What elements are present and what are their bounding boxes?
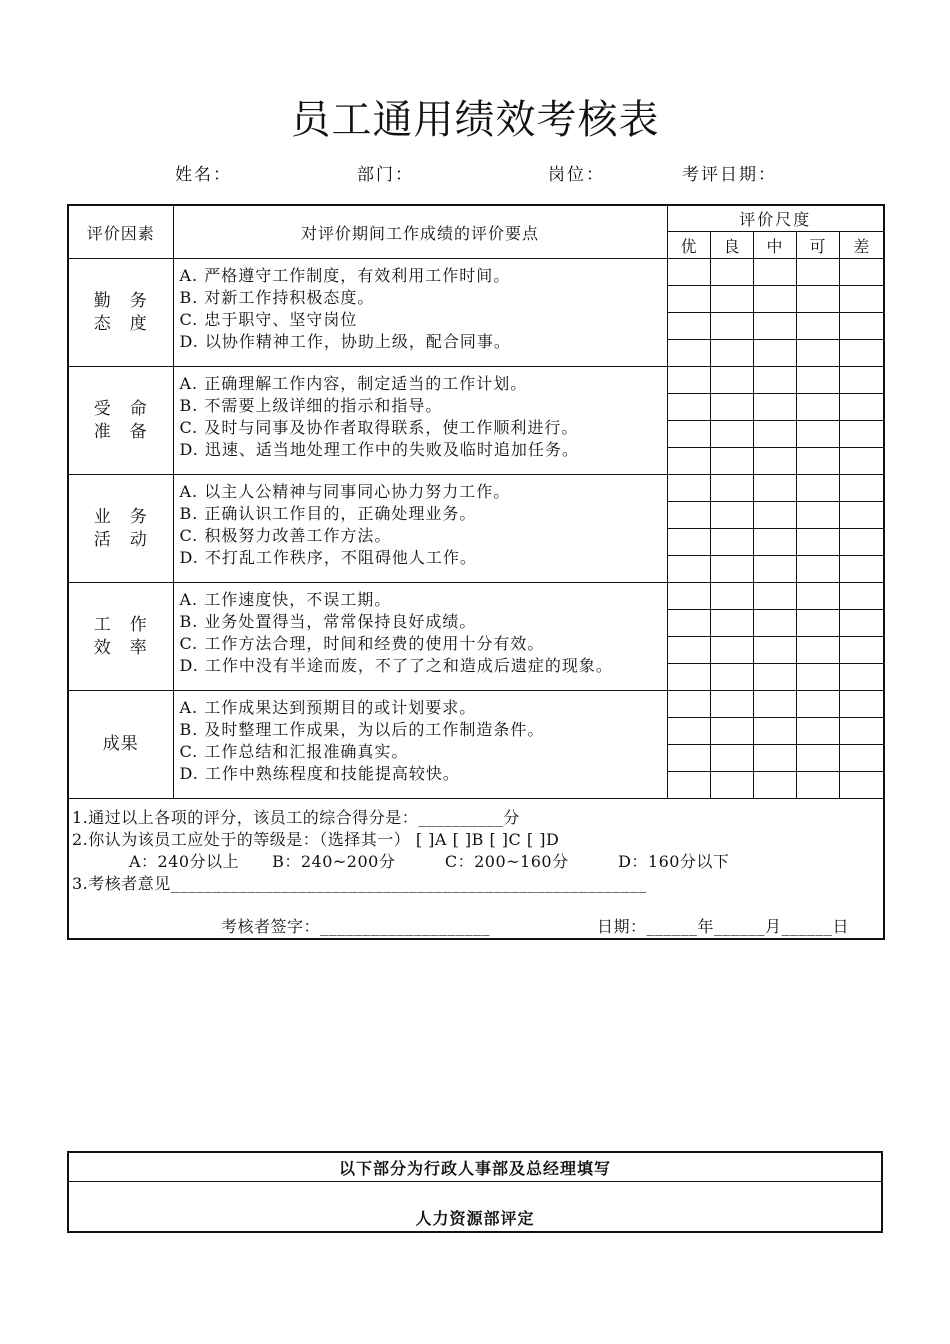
score-cell[interactable] [667, 664, 710, 691]
score-cell[interactable] [710, 448, 753, 475]
evaluation-point: B. 对新工作持积极态度。 [179, 288, 375, 307]
section-row [68, 367, 884, 394]
evaluation-table [67, 204, 885, 940]
evaluation-point: B. 及时整理工作成果，为以后的工作制造条件。 [179, 720, 545, 739]
score-cell[interactable] [753, 583, 796, 610]
score-cell[interactable] [839, 556, 884, 583]
score-cell[interactable] [796, 259, 839, 286]
score-cell[interactable] [667, 259, 710, 286]
score-cell[interactable] [710, 421, 753, 448]
factor-label: 成果 [102, 734, 139, 754]
score-cell[interactable] [667, 313, 710, 340]
score-cell[interactable] [796, 691, 839, 718]
score-cell[interactable] [667, 691, 710, 718]
evaluation-point: A. 以主人公精神与同事同心协力努力工作。 [179, 482, 511, 501]
score-cell[interactable] [753, 421, 796, 448]
score-cell[interactable] [753, 745, 796, 772]
score-cell[interactable] [710, 610, 753, 637]
evaluation-point: A. 工作速度快，不误工期。 [179, 590, 392, 609]
section-row [68, 259, 884, 286]
score-cell[interactable] [753, 367, 796, 394]
reviewer-opinion-line: 3.考核者意见________________________________________________________ [72, 874, 647, 893]
score-cell[interactable] [667, 394, 710, 421]
score-cell[interactable] [753, 502, 796, 529]
factor-label: 工 作 [93, 614, 148, 635]
eval-date-label: 考评日期： [682, 165, 777, 185]
score-cell[interactable] [839, 637, 884, 664]
factor-cell [68, 583, 173, 691]
evaluation-point: C. 工作总结和汇报准确真实。 [179, 742, 409, 761]
score-cell[interactable] [839, 583, 884, 610]
section-row [68, 691, 884, 718]
factor-cell [68, 691, 173, 799]
score-cell[interactable] [710, 637, 753, 664]
score-cell[interactable] [753, 340, 796, 367]
score-cell[interactable] [667, 583, 710, 610]
score-cell[interactable] [710, 475, 753, 502]
score-cell[interactable] [667, 772, 710, 799]
evaluation-point: C. 及时与同事及协作者取得联系，使工作顺利进行。 [179, 418, 579, 437]
score-cell[interactable] [753, 313, 796, 340]
hr-evaluation-label: 人力资源部评定 [68, 1182, 882, 1233]
score-cell[interactable] [796, 664, 839, 691]
factor-cell [68, 475, 173, 583]
score-cell[interactable] [710, 772, 753, 799]
page-title: 员工通用绩效考核表 [290, 97, 660, 143]
score-cell[interactable] [839, 286, 884, 313]
score-cell[interactable] [839, 421, 884, 448]
score-cell[interactable] [753, 718, 796, 745]
score-cell[interactable] [710, 394, 753, 421]
header-scale: 评价尺度 [667, 205, 884, 232]
evaluation-point: A. 工作成果达到预期目的或计划要求。 [179, 698, 477, 717]
sign-date: 日期：______年______月______日 [597, 917, 850, 936]
score-cell[interactable] [839, 529, 884, 556]
score-cell[interactable] [839, 691, 884, 718]
score-cell[interactable] [667, 286, 710, 313]
score-cell[interactable] [753, 556, 796, 583]
evaluation-point: B. 正确认识工作目的，正确处理业务。 [179, 504, 477, 523]
score-cell[interactable] [839, 367, 884, 394]
factor-label: 效 率 [93, 637, 148, 658]
score-cell[interactable] [753, 529, 796, 556]
factor-cell [68, 367, 173, 475]
score-cell[interactable] [667, 610, 710, 637]
score-cell[interactable] [710, 286, 753, 313]
score-cell[interactable] [753, 394, 796, 421]
score-cell[interactable] [753, 475, 796, 502]
score-cell[interactable] [796, 367, 839, 394]
score-cell[interactable] [839, 502, 884, 529]
score-cell[interactable] [796, 286, 839, 313]
evaluation-point: C. 忠于职守、坚守岗位 [179, 310, 358, 329]
score-cell[interactable] [796, 313, 839, 340]
score-cell[interactable] [667, 745, 710, 772]
points-cell [173, 691, 667, 799]
score-cell[interactable] [839, 610, 884, 637]
score-cell[interactable] [710, 367, 753, 394]
section-row [68, 583, 884, 610]
score-cell[interactable] [753, 610, 796, 637]
evaluation-point: A. 正确理解工作内容，制定适当的工作计划。 [179, 374, 528, 393]
header-points: 对评价期间工作成绩的评价要点 [173, 205, 667, 259]
evaluation-point: D. 工作中熟练程度和技能提高较快。 [179, 764, 460, 783]
score-cell[interactable] [710, 502, 753, 529]
grade-poor: 差 [839, 232, 884, 259]
score-cell[interactable] [753, 691, 796, 718]
score-cell[interactable] [796, 475, 839, 502]
score-cell[interactable] [710, 340, 753, 367]
evaluation-point: D. 以协作精神工作，协助上级，配合同事。 [179, 332, 511, 351]
points-cell [173, 475, 667, 583]
score-cell[interactable] [667, 340, 710, 367]
score-cell[interactable] [839, 718, 884, 745]
score-cell[interactable] [796, 421, 839, 448]
grade-good: 良 [710, 232, 753, 259]
name-label: 姓名： [175, 165, 232, 185]
grade-ranges-line: A：240分以上 B：240~200分 C：200~160分 D：160分以下 [129, 852, 730, 871]
score-cell[interactable] [839, 259, 884, 286]
evaluation-point: A. 严格遵守工作制度，有效利用工作时间。 [179, 266, 511, 285]
factor-label: 活 动 [93, 529, 148, 550]
score-cell[interactable] [796, 637, 839, 664]
score-cell[interactable] [710, 691, 753, 718]
summary-cell [68, 799, 884, 940]
evaluation-point: C. 积极努力改善工作方法。 [179, 526, 392, 545]
points-cell [173, 259, 667, 367]
score-cell[interactable] [753, 448, 796, 475]
grade-choice-line: 2.你认为该员工应处于的等级是：（选择其一） [ ]A [ ]B [ ]C [ ]D [72, 830, 560, 849]
score-cell[interactable] [753, 664, 796, 691]
total-score-line: 1.通过以上各项的评分，该员工的综合得分是：__________分 [72, 808, 520, 827]
score-cell[interactable] [710, 745, 753, 772]
factor-label: 态 度 [93, 313, 148, 334]
header-factor: 评价因素 [68, 205, 173, 259]
score-cell[interactable] [796, 556, 839, 583]
grade-medium: 中 [753, 232, 796, 259]
score-cell[interactable] [667, 448, 710, 475]
score-cell[interactable] [710, 664, 753, 691]
score-cell[interactable] [796, 394, 839, 421]
score-cell[interactable] [667, 421, 710, 448]
score-cell[interactable] [667, 556, 710, 583]
score-cell[interactable] [839, 448, 884, 475]
dept-label: 部门： [357, 165, 414, 185]
score-cell[interactable] [753, 286, 796, 313]
score-cell[interactable] [710, 313, 753, 340]
evaluation-point: D. 迅速、适当地处理工作中的失败及临时追加任务。 [179, 440, 579, 459]
score-cell[interactable] [667, 637, 710, 664]
post-label: 岗位： [548, 165, 605, 185]
section-row [68, 475, 884, 502]
score-cell[interactable] [796, 718, 839, 745]
score-cell[interactable] [667, 502, 710, 529]
score-cell[interactable] [796, 745, 839, 772]
points-cell [173, 367, 667, 475]
score-cell[interactable] [753, 637, 796, 664]
score-cell[interactable] [710, 556, 753, 583]
factor-cell [68, 259, 173, 367]
score-cell[interactable] [753, 772, 796, 799]
score-cell[interactable] [839, 394, 884, 421]
score-cell[interactable] [710, 718, 753, 745]
score-cell[interactable] [796, 529, 839, 556]
score-cell[interactable] [796, 340, 839, 367]
score-cell[interactable] [667, 718, 710, 745]
factor-label: 准 备 [93, 421, 148, 442]
evaluation-point: D. 不打乱工作秩序，不阻碍他人工作。 [179, 548, 477, 567]
score-cell[interactable] [839, 745, 884, 772]
score-cell[interactable] [710, 583, 753, 610]
factor-label: 业 务 [93, 506, 148, 527]
score-cell[interactable] [710, 529, 753, 556]
evaluation-point: D. 工作中没有半途而废，不了了之和造成后遗症的现象。 [179, 656, 613, 675]
score-cell[interactable] [839, 313, 884, 340]
evaluation-point: B. 不需要上级详细的指示和指导。 [179, 396, 443, 415]
factor-label: 勤 务 [93, 290, 148, 311]
score-cell[interactable] [796, 610, 839, 637]
score-cell[interactable] [667, 529, 710, 556]
reviewer-signature: 考核者签字：____________________ [221, 917, 491, 936]
evaluation-point: B. 业务处置得当，常常保持良好成绩。 [179, 612, 477, 631]
score-cell[interactable] [796, 772, 839, 799]
admin-section-header: 以下部分为行政人事部及总经理填写 [68, 1152, 882, 1182]
score-cell[interactable] [796, 583, 839, 610]
points-cell [173, 583, 667, 691]
score-cell[interactable] [839, 340, 884, 367]
score-cell[interactable] [839, 664, 884, 691]
score-cell[interactable] [796, 448, 839, 475]
score-cell[interactable] [667, 367, 710, 394]
grade-fair: 可 [796, 232, 839, 259]
score-cell[interactable] [667, 475, 710, 502]
admin-section-table [67, 1151, 883, 1233]
evaluation-point: C. 工作方法合理，时间和经费的使用十分有效。 [179, 634, 545, 653]
grade-excellent: 优 [667, 232, 710, 259]
score-cell[interactable] [839, 772, 884, 799]
score-cell[interactable] [796, 502, 839, 529]
score-cell[interactable] [839, 475, 884, 502]
score-cell[interactable] [753, 259, 796, 286]
score-cell[interactable] [710, 259, 753, 286]
factor-label: 受 命 [93, 398, 148, 419]
